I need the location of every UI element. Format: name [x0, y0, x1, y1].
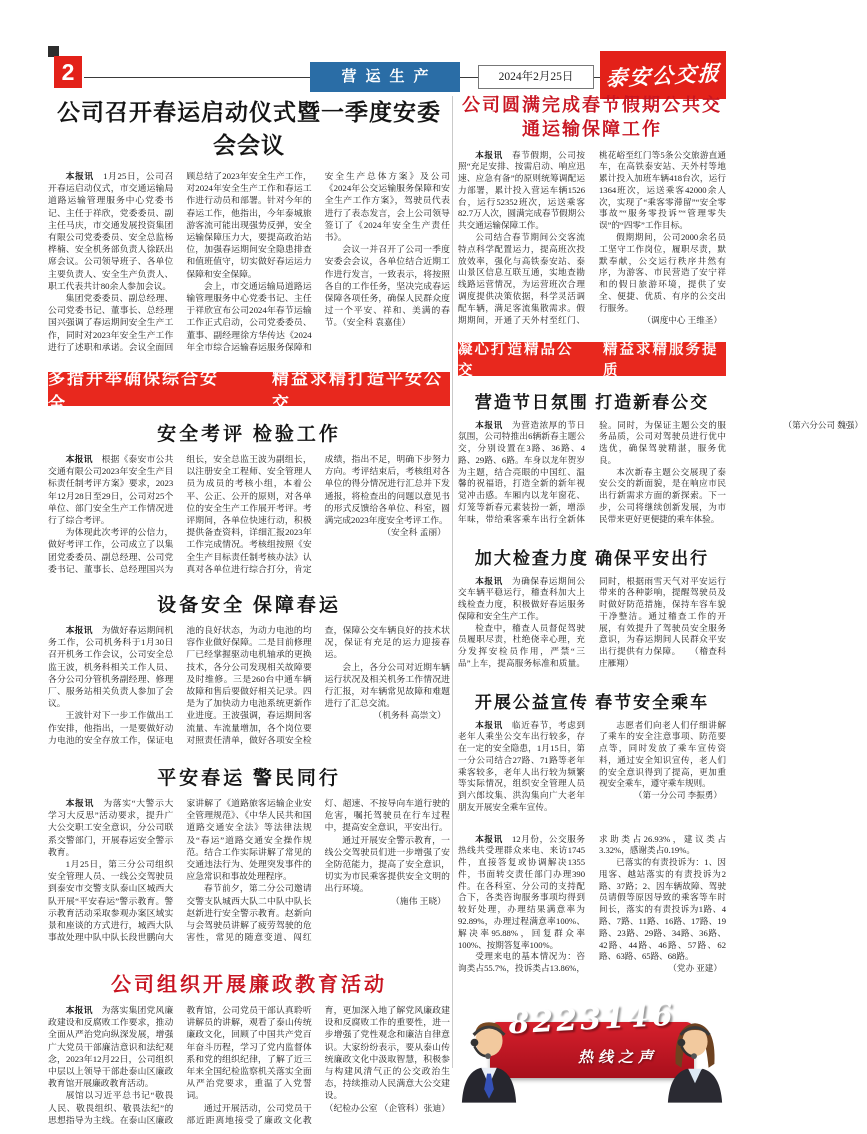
article-title: 公司组织开展廉政教育活动: [111, 974, 387, 996]
article-body: 本报讯 为做好春运期间机务工作，公司机务科于1月30日召开机务工作会议，公司安全总监王波，机务科相关工作人员、各分公司分管机务副经理、修理厂、服务站相关负责人参加了会议。 王波针对下一步工作做出工作安排，他指出，一是要做好动力电池的安全存放工作，保证电池的良好状态，为动力电池的均容作业做好保障。二是目前修理厂已经掌握驱动电机轴承的更换技术，各分公司发现相关故障要及时维修。三是260台中通车辆故障和售后要做好相关记录。四是为了加快动力电池系统更新作业进度。王波强调，春运期间客流量、车流量增加，各个岗位要对照责任清单，做好各项安全检查，保障公交车辆良好的技术状况，保证有充足的运力迎接春运。 会上，各分公司对近期车辆运行状况及相关机务工作情况进行汇报，对车辆常见故障和难题进行了汇总交流。 （机务科 高崇文）: [48, 625, 450, 745]
article-byline: （第六分公司 魏强）: [783, 419, 863, 430]
article-body: 本报讯 为确保春运期间公交车辆平稳运行，稽查科加大上线检查力度，积极做好春运服务保障和安全生产工作。 检查中，稽查人员督促驾驶员履职尽责，杜绝侥幸心理，充分发挥安检员作用，严禁“三品”上车，提高服务标准和质量。同时，根据雨雪天气对平安运行带来的各种影响，提醒驾驶员及时做好防范措施，保持车容车貌干净整洁。通过稽查工作的开展，有效提升了驾驶员安全服务意识，为春运期间人民群众平安出行提供有力保障。 （稽查科 庄雁翔）: [458, 575, 726, 669]
article-title: 安全考评 检验工作: [157, 424, 341, 445]
article-title: 加大检查力度 确保平安出行: [474, 548, 710, 568]
article-byline: （第一分公司 李振勇）: [633, 790, 722, 801]
article-public-welfare: [458, 688, 726, 824]
call-operator-male-icon: [458, 1016, 520, 1104]
date-box: 2024年2月25日: [478, 65, 594, 89]
slogan-banner-left: [48, 369, 450, 413]
article-title: 公司召开春运启动仪式暨一季度安委会会议: [57, 99, 441, 158]
article-byline: （调度中心 王维圣）: [642, 314, 722, 325]
article-equipment-safety: [48, 590, 450, 750]
article-police-cooperation: [48, 763, 450, 955]
slogan-text: 多措并举确保综合安全: [48, 369, 219, 413]
hotline-phone-number: 8223146: [507, 997, 677, 1041]
masthead-title: 泰安公交报: [604, 59, 722, 92]
call-operator-female-icon: [664, 1016, 726, 1104]
section-banner: 营运生产: [310, 62, 460, 92]
article-byline: （施伟 王晓）: [391, 895, 446, 906]
article-body: 本报讯 为落实集团党风廉政建设和反腐败工作要求，推动全面从严治党向纵深发展，增强广大党员干部廉洁意识和法纪观念，2023年12月22日，公司组织中层以上领导干部赴泰山区廉政教育馆开展廉政教育活动。 展馆以习近平总书记“敬畏人民、敬畏组织、敬畏法纪”的思想指导为主线。在泰山区廉政教育馆，公司党员干部认真聆听讲解员的讲解，观看了泰山传统廉政文化，回顾了中国共产党百年奋斗历程，学习了党内监督体系和党的组织纪律，了解了近三年来全国纪检监察机关落实全面从严治党要求，重温了入党誓词。 通过开展活动，公司党员干部近距离地接受了廉政文化教育，更加深入地了解党风廉政建设和反腐败工作的重要性，进一步增强了党性观念和廉洁自律意识。大家纷纷表示，要从泰山传统廉政文化中汲取智慧，积极参与构建风清气正的公交政治生态，持续推动人民满意大公交建设。 （纪检办公室 （企管科）张迪）: [48, 1005, 451, 1125]
hotline-graphic: [458, 994, 726, 1104]
article-title: 公司圆满完成春节假期公共交通运输保障工作: [462, 95, 722, 139]
article-title: 营造节日氛围 打造新春公交: [474, 392, 710, 412]
article-inspection: [458, 544, 726, 676]
slogan-text: 精益求精服务提质: [603, 341, 719, 379]
brief-body: 本报讯 12月份，公交服务热线共受理群众来电、来访1745件，直接答复或协调解决1355件，书面转交责任部门办理390件。在各科室、分公司的支持配合下，各类咨询服务事项均得到较好处理，办理结果满意率为92.89%，办理过程满意率100%、解决率95.88%，回复群众率100%、按期答复率100%。 受理来电的基本情况为：咨询类占55.7%，投诉类占13.86%，求助类占26.93%，建议类占3.32%，感谢类占0.19%。 已落实的有责投诉为：1、因甩客、越站落实的有责投诉为2路、37路；2、因车辆故障、驾驶员请假等原因导致的乘客等车时间长，落实的有责投诉为1路、4路、7路、11路、16路、17路、19路、23路、29路、34路、36路、42路、44路、46路、57路、62路、63路、65路、68路。 （党办 亚建）: [458, 833, 726, 974]
article-safety-assessment: [48, 419, 450, 577]
article-holiday-transport-guarantee: [458, 94, 726, 332]
article-title: 开展公益宣传 春节安全乘车: [474, 692, 710, 712]
article-spring-festival-launch: [48, 94, 450, 362]
slogan-banner-right: [458, 341, 726, 379]
masthead-logo: [600, 51, 726, 99]
slogan-text: 凝心打造精品公交: [458, 341, 574, 379]
article-body: 本报讯 根据《泰安市公共交通有限公司2023年安全生产目标责任制考评方案》要求，2023年12月28日至29日，公司对25个单位、部门安全生产工作情况进行了综合考评。 为体现此次考评的公信力，做好考评工作，公司成立了以集团党委委员、副总经理、公司党委书记、董事长、总经理国兴为组长，安全总监王波为副组长，以注册安全工程师、安全管理人员为成员的考核小组，本着公平、公正、公开的原则，对各单位的安全生产工作展开考评。考评期间，各单位快速行动，积极提供备查资料，详细汇报2023年工作完成情况。考核组按照《安全生产目标责任制考核办法》认真对各单位进行综合打分，肯定成绩，指出不足，明确下步努力方向。考评结束后，考核组对各单位的得分情况进行汇总并下发通报，将检查出的问题以意见书的形式反馈给各单位、科室，圆满完成2023年度安全考评工作。 （安全科 孟丽）: [48, 454, 450, 574]
article-body: 本报讯 临近春节，考虑到老年人乘坐公交车出行较多，存在一定的安全隐患，1月15日，第一分公司结合27路、71路等老年乘客较多，老年人出行较为频繁等实际情况，组织安全管理人员到六郎坟集、洪沟集向广大老年朋友开展安全乘车宣传。 志愿者们向老人们仔细讲解了乘车的安全注意事项、防范要点等，同时发放了乘车宣传资料，通过安全知识宣传，老人们的安全意识得到了提高，更加重视安全乘车，遵守乘车规则。 （第一分公司 李振勇）: [458, 719, 726, 813]
article-byline: （安全科 孟丽）: [382, 527, 446, 538]
page-number: 2: [54, 56, 82, 88]
article-body: 本报讯 1月25日，公司召开春运启动仪式，市交通运输局道路运输管理服务中心党委书记、主任于祥欣，党委委员、副主任马庆，市交通发展投资集团有限公司党委委员、安全总监杨桦楠、安全机务部负责人徐跃出席会议。公司领导班子、各单位主要负责人、安全生产负责人、职工代表共计80余人参加会议。 集团党委委员、副总经理、公司党委书记、董事长、总经理国兴强调了春运期间安全生产工作，同时对2023年安全生产工作进行了述职和承诺。会议全面回顾总结了2023年安全生产工作，对2024年安全生产工作和春运工作进行动员和部署。针对今年的春运工作，他指出，今年泰城旅游客流可能出现强势反弹，安全运输保障压力大，要提高政治站位，加强春运期间安全隐患排查和值班值守，切实做好春运运力保障和安全保障。 会上，市交通运输局道路运输管理服务中心党委书记、主任于祥欣宣布公司2024年春节运输工作正式启动，公司党委委员、董事、副经理徐方华传达《2024年全市综合运输春运服务保障和安全生产总体方案》及公司《2024年公交运输服务保障和安全生产工作方案》，驾驶员代表进行了表态发言，会上公司领导签订了《2024年安全生产责任书》。 会议一并召开了公司一季度安委会会议，各单位结合近期工作进行发言，一致表示，将按照各自的工作任务，坚决完成春运保障各项任务，确保人民群众度过一个平安、祥和、美满的春节。（安全科 袁嘉佳）: [48, 171, 450, 352]
article-body: 本报讯 为落实“大警示大学习大反思”活动要求，提升广大公交职工安全意识，分公司联系交警部门，开展春运安全警示教育。 1月25日，第三分公司组织安全管理人员、一线公交驾驶员到泰安市交警支队泰山区城西大队开展“平安春运”警示教育。警示教育活动采取参观办案区域实景和座谈的方式进行，城西大队事故处理中队中队长段世鹏向大家讲解了《道路旅客运输企业安全管理规范》、《中华人民共和国道路交通安全法》等法律法规及“春运”道路交通安全操作规范。结合工作实际讲解了常见的交通违法行为、处理突发事件的应急常识和事故处理程序。 春节前夕，第二分公司邀请交警支队城西大队二中队中队长赵新进行安全警示教育。赵新向与会驾驶员讲解了疲劳驾驶的危害性，常见的随意变道、闯红灯、超速、不按导向车道行驶的危害，嘱托驾驶员在行车过程中，提高安全意识，平安出行。 通过开展安全警示教育，一线公交驾驶员们进一步增强了安全防范能力，提高了安全意识，切实为市民乘客提供安全文明的出行环境。 （施伟 王晓）: [48, 798, 450, 943]
brief-byline: （党办 亚建）: [668, 963, 722, 974]
article-byline: （机务科 高崇文）: [373, 710, 446, 721]
column-divider: [452, 96, 453, 1068]
brief-hotline-report: [458, 834, 726, 986]
hotline-label: 热线之声: [577, 1048, 658, 1066]
right-column: [458, 94, 863, 1104]
article-new-year-bus: [458, 388, 863, 532]
article-title: 平安春运 警民同行: [157, 768, 341, 789]
article-title: 设备安全 保障春运: [157, 595, 341, 616]
slogan-text: 精益求精打造平安公交: [272, 369, 443, 413]
article-byline: （纪检办公室 （企管科）张迪）: [324, 1102, 451, 1113]
article-body: 本报讯 为营造浓厚的节日氛围，公司特推出6辆新春主题公交，分别设置在3路、36路、4路、29路、6路。车身以龙年贺岁为主题，结合亮眼的中国红、温馨的祝福语，打造全新的新年视觉冲击感。车厢内以龙年窗花、灯笼等新春元素装扮一新，增添年味，带给乘客乘车出行全新体验。同时，为保证主题公交的服务品质，公司对驾驶员进行优中选优，确保驾驶精湛，服务优良。 本次新春主题公交展现了泰安公交的新面貌，是在响应市民出行新需求方面的新探索。下一步，公司将继续创新发展，为市民带来更好更便捷的乘车体验。 （第六分公司 魏强）: [458, 420, 726, 532]
left-column: [48, 94, 450, 1134]
article-integrity-education: [48, 968, 450, 1134]
article-body: 本报讯 春节假期，公司按照“充足安排、按需启动、响应迅速、应急有备”的原则统筹调配运力部署，累计投入营运车辆1526台，运行52352班次，运送乘客82.7万人次，圆满完成春节假期公共交通运输保障工作。 公司结合春节期间公交客流特点科学配置运力，提高班次投放效率，强化与高铁泰安站、泰山景区信息互联互通，实地查勘线路运营情况，为运营班次合理调度提供决策依据，科学灵活调配车辆，满足客流集散需求。假期期间，开通了天外村至红门、桃花峪至红门等5条公交旅游直通车，在高铁泰安站、天外村等地累计投入加班车辆418台次，运行1364班次，运送乘客42000余人次，实现了“乘客零滞留”“安全零事故”“服务零投诉”“管理零失误”的“四零”工作目标。 假期期间，公司2000余名员工坚守工作岗位，履职尽责，默默奉献，公交运行秩序井然有序，为游客、市民营造了安宁祥和的假日旅游环境，提供了安全、便捷、优质、有序的公交出行服务。 （调度中心 王维圣）: [458, 149, 726, 325]
